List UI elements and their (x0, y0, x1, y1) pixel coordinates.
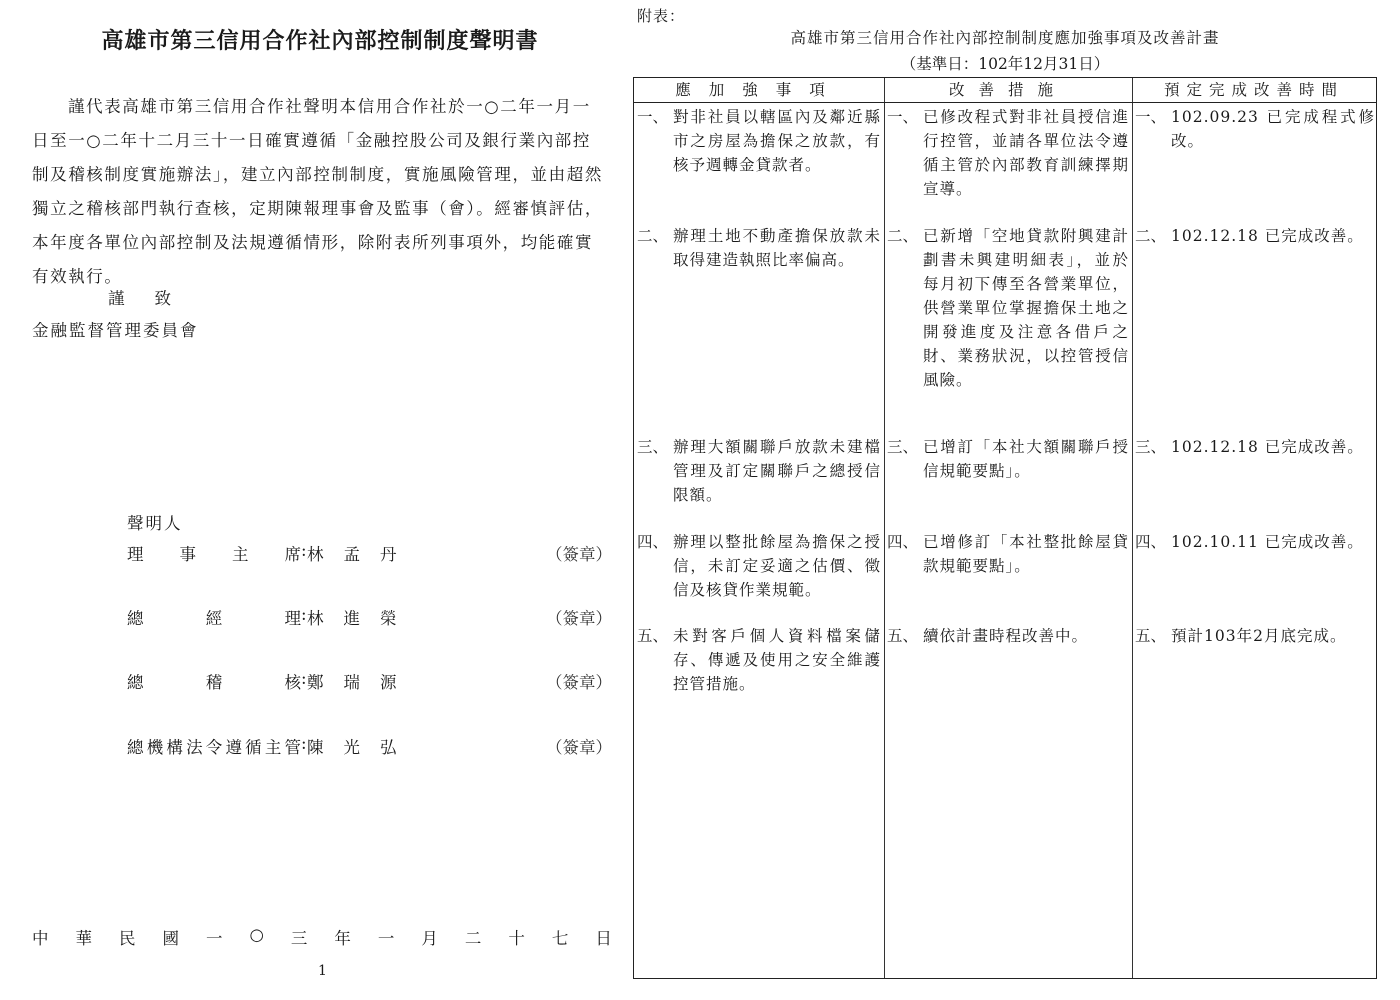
declaration-date (32, 925, 612, 949)
appendix-subtitle: （基準日：102年12月31日） (900, 55, 1110, 73)
item-number: 三、 (887, 438, 919, 456)
item-number: 一、 (1135, 108, 1167, 126)
measure-cell (887, 105, 1129, 201)
date-char: ○ (249, 925, 264, 944)
measure-cell (887, 530, 1129, 578)
paragraph-line: 日至一○二年十二月三十一日確實遵循「金融控股公司及銀行業內部控 (32, 131, 591, 150)
measure-text: 已修改程式對非社員授信進行控管，並請各單位法令遵循主管於內部教育訓練擇期宣導。 (923, 108, 1129, 198)
signatory-title: 總稽核 (127, 673, 301, 692)
issue-cell (637, 624, 881, 696)
measure-text: 已增訂「本社大額關聯戶授信規範要點」。 (923, 438, 1129, 480)
item-number: 二、 (887, 227, 919, 245)
time-text: 102.10.11 已完成改善。 (1171, 533, 1364, 551)
appendix-label: 附表： (637, 7, 686, 25)
colon: : (301, 734, 307, 753)
declaration-page (0, 0, 625, 1000)
date-char: 十 (508, 929, 525, 948)
item-number: 二、 (1135, 227, 1167, 245)
item-number: 二、 (637, 227, 669, 245)
column-divider (1132, 78, 1133, 978)
signature-stamp-placeholder: （簽章） (546, 673, 612, 692)
measure-cell (887, 435, 1129, 483)
issue-text: 未對客戶個人資料檔案儲存、傳遞及使用之安全維護控管措施。 (673, 627, 881, 693)
item-number: 四、 (887, 533, 919, 551)
signatory-title: 理事主席 (127, 545, 301, 564)
date-char: 二 (464, 929, 482, 948)
column-divider (884, 78, 885, 978)
date-char: 月 (421, 929, 438, 948)
signature-row (127, 541, 612, 565)
item-number: 五、 (887, 627, 919, 645)
page-number: 1 (318, 963, 327, 979)
time-cell (1135, 224, 1375, 248)
issue-text: 辦理大額關聯戶放款未建檔管理及訂定關聯戶之總授信限額。 (673, 438, 881, 504)
time-text: 預計103年2月底完成。 (1171, 627, 1347, 645)
colon: : (301, 541, 307, 560)
issue-cell (637, 105, 881, 177)
signatory-title: 總機構法令遵循主管 (127, 738, 301, 757)
measure-text: 續依計畫時程改善中。 (923, 627, 1089, 645)
appendix-title: 高雄市第三信用合作社內部控制制度應加強事項及改善計畫 (790, 29, 1220, 47)
item-number: 一、 (637, 108, 669, 126)
measure-text: 已新增「空地貸款附興建計劃書未興建明細表」，並於每月初下傳至各營業單位，供營業單位掌握擔保土地之開發進度及注意各借戶之財、業務狀況，以控管授信風險。 (923, 227, 1129, 389)
table-header-row (634, 78, 1376, 103)
date-char: 華 (75, 929, 92, 948)
item-number: 五、 (1135, 627, 1167, 645)
measure-cell (887, 624, 1129, 648)
item-number: 三、 (1135, 438, 1167, 456)
paragraph-line: 本年度各單位內部控制及法規遵循情形，除附表所列事項外，均能確實 (32, 233, 594, 252)
issue-cell (637, 435, 881, 507)
date-char: 一 (206, 929, 223, 948)
signatory-name: 林孟丹 (307, 545, 417, 564)
signature-stamp-placeholder: （簽章） (546, 609, 612, 628)
item-number: 四、 (637, 533, 669, 551)
item-number: 五、 (637, 627, 669, 645)
time-text: 102.09.23 已完成程式修改。 (1171, 108, 1375, 150)
signatory-name: 林進榮 (307, 609, 417, 628)
issue-cell (637, 224, 881, 272)
item-number: 三、 (637, 438, 669, 456)
date-char: 年 (334, 929, 351, 948)
column-header-measures: 改善措施 (948, 81, 1067, 99)
measure-text: 已增修訂「本社整批餘屋貸款規範要點」。 (923, 533, 1129, 575)
date-char: 七 (551, 929, 569, 948)
issue-text: 對非社員以轄區內及鄰近縣市之房屋為擔保之放款，有核予週轉金貸款者。 (673, 108, 881, 174)
signatory-name: 鄭瑞源 (307, 673, 417, 692)
time-cell (1135, 530, 1375, 554)
column-header-issues: 應加強事項 (675, 81, 843, 99)
item-number: 一、 (887, 108, 919, 126)
paragraph-line: 有效執行。 (32, 267, 123, 286)
time-cell (1135, 435, 1375, 459)
item-number: 四、 (1135, 533, 1167, 551)
time-text: 102.12.18 已完成改善。 (1171, 438, 1364, 456)
time-cell (1135, 624, 1375, 648)
recipient: 金融監督管理委員會 (32, 321, 199, 340)
improvement-plan-table (633, 77, 1377, 979)
signature-stamp-placeholder: （簽章） (546, 738, 612, 757)
signatory-title: 總經理 (127, 609, 301, 628)
date-char: 中 (32, 929, 49, 948)
declaration-title: 高雄市第三信用合作社內部控制制度聲明書 (101, 28, 539, 54)
date-char: 民 (119, 929, 136, 948)
signatory-name: 陳光弘 (307, 738, 417, 757)
issue-cell (637, 530, 881, 602)
date-char: 日 (595, 929, 612, 948)
date-char: 國 (162, 929, 179, 948)
time-text: 102.12.18 已完成改善。 (1171, 227, 1364, 245)
signature-row (127, 605, 612, 629)
signature-stamp-placeholder: （簽章） (546, 545, 612, 564)
column-header-target-time: 預定完成改善時間 (1163, 81, 1344, 99)
signature-row (127, 669, 612, 693)
time-cell (1135, 105, 1375, 153)
colon: : (301, 669, 307, 688)
paragraph-line: 制及稽核制度實施辦法」，建立內部控制制度，實施風險管理，並由超然 (32, 165, 603, 184)
measure-cell (887, 224, 1129, 392)
declarant-label: 聲明人 (127, 514, 183, 533)
colon: : (301, 605, 307, 624)
paragraph-line: 獨立之稽核部門執行查核，定期陳報理事會及監事（會）。經審慎評估， (32, 199, 603, 218)
issue-text: 辦理土地不動產擔保放款未取得建造執照比率偏高。 (673, 227, 881, 269)
declaration-paragraph (32, 90, 612, 294)
closing-phrase: 謹致 (108, 289, 201, 308)
date-char: 一 (377, 929, 395, 948)
issue-text: 辦理以整批餘屋為擔保之授信，未訂定妥適之估價、徵信及核貸作業規範。 (673, 533, 881, 599)
signature-row (127, 734, 612, 758)
date-char: 三 (290, 929, 308, 948)
paragraph-line: 謹代表高雄市第三信用合作社聲明本信用合作社於一○二年一月一 (68, 97, 591, 116)
